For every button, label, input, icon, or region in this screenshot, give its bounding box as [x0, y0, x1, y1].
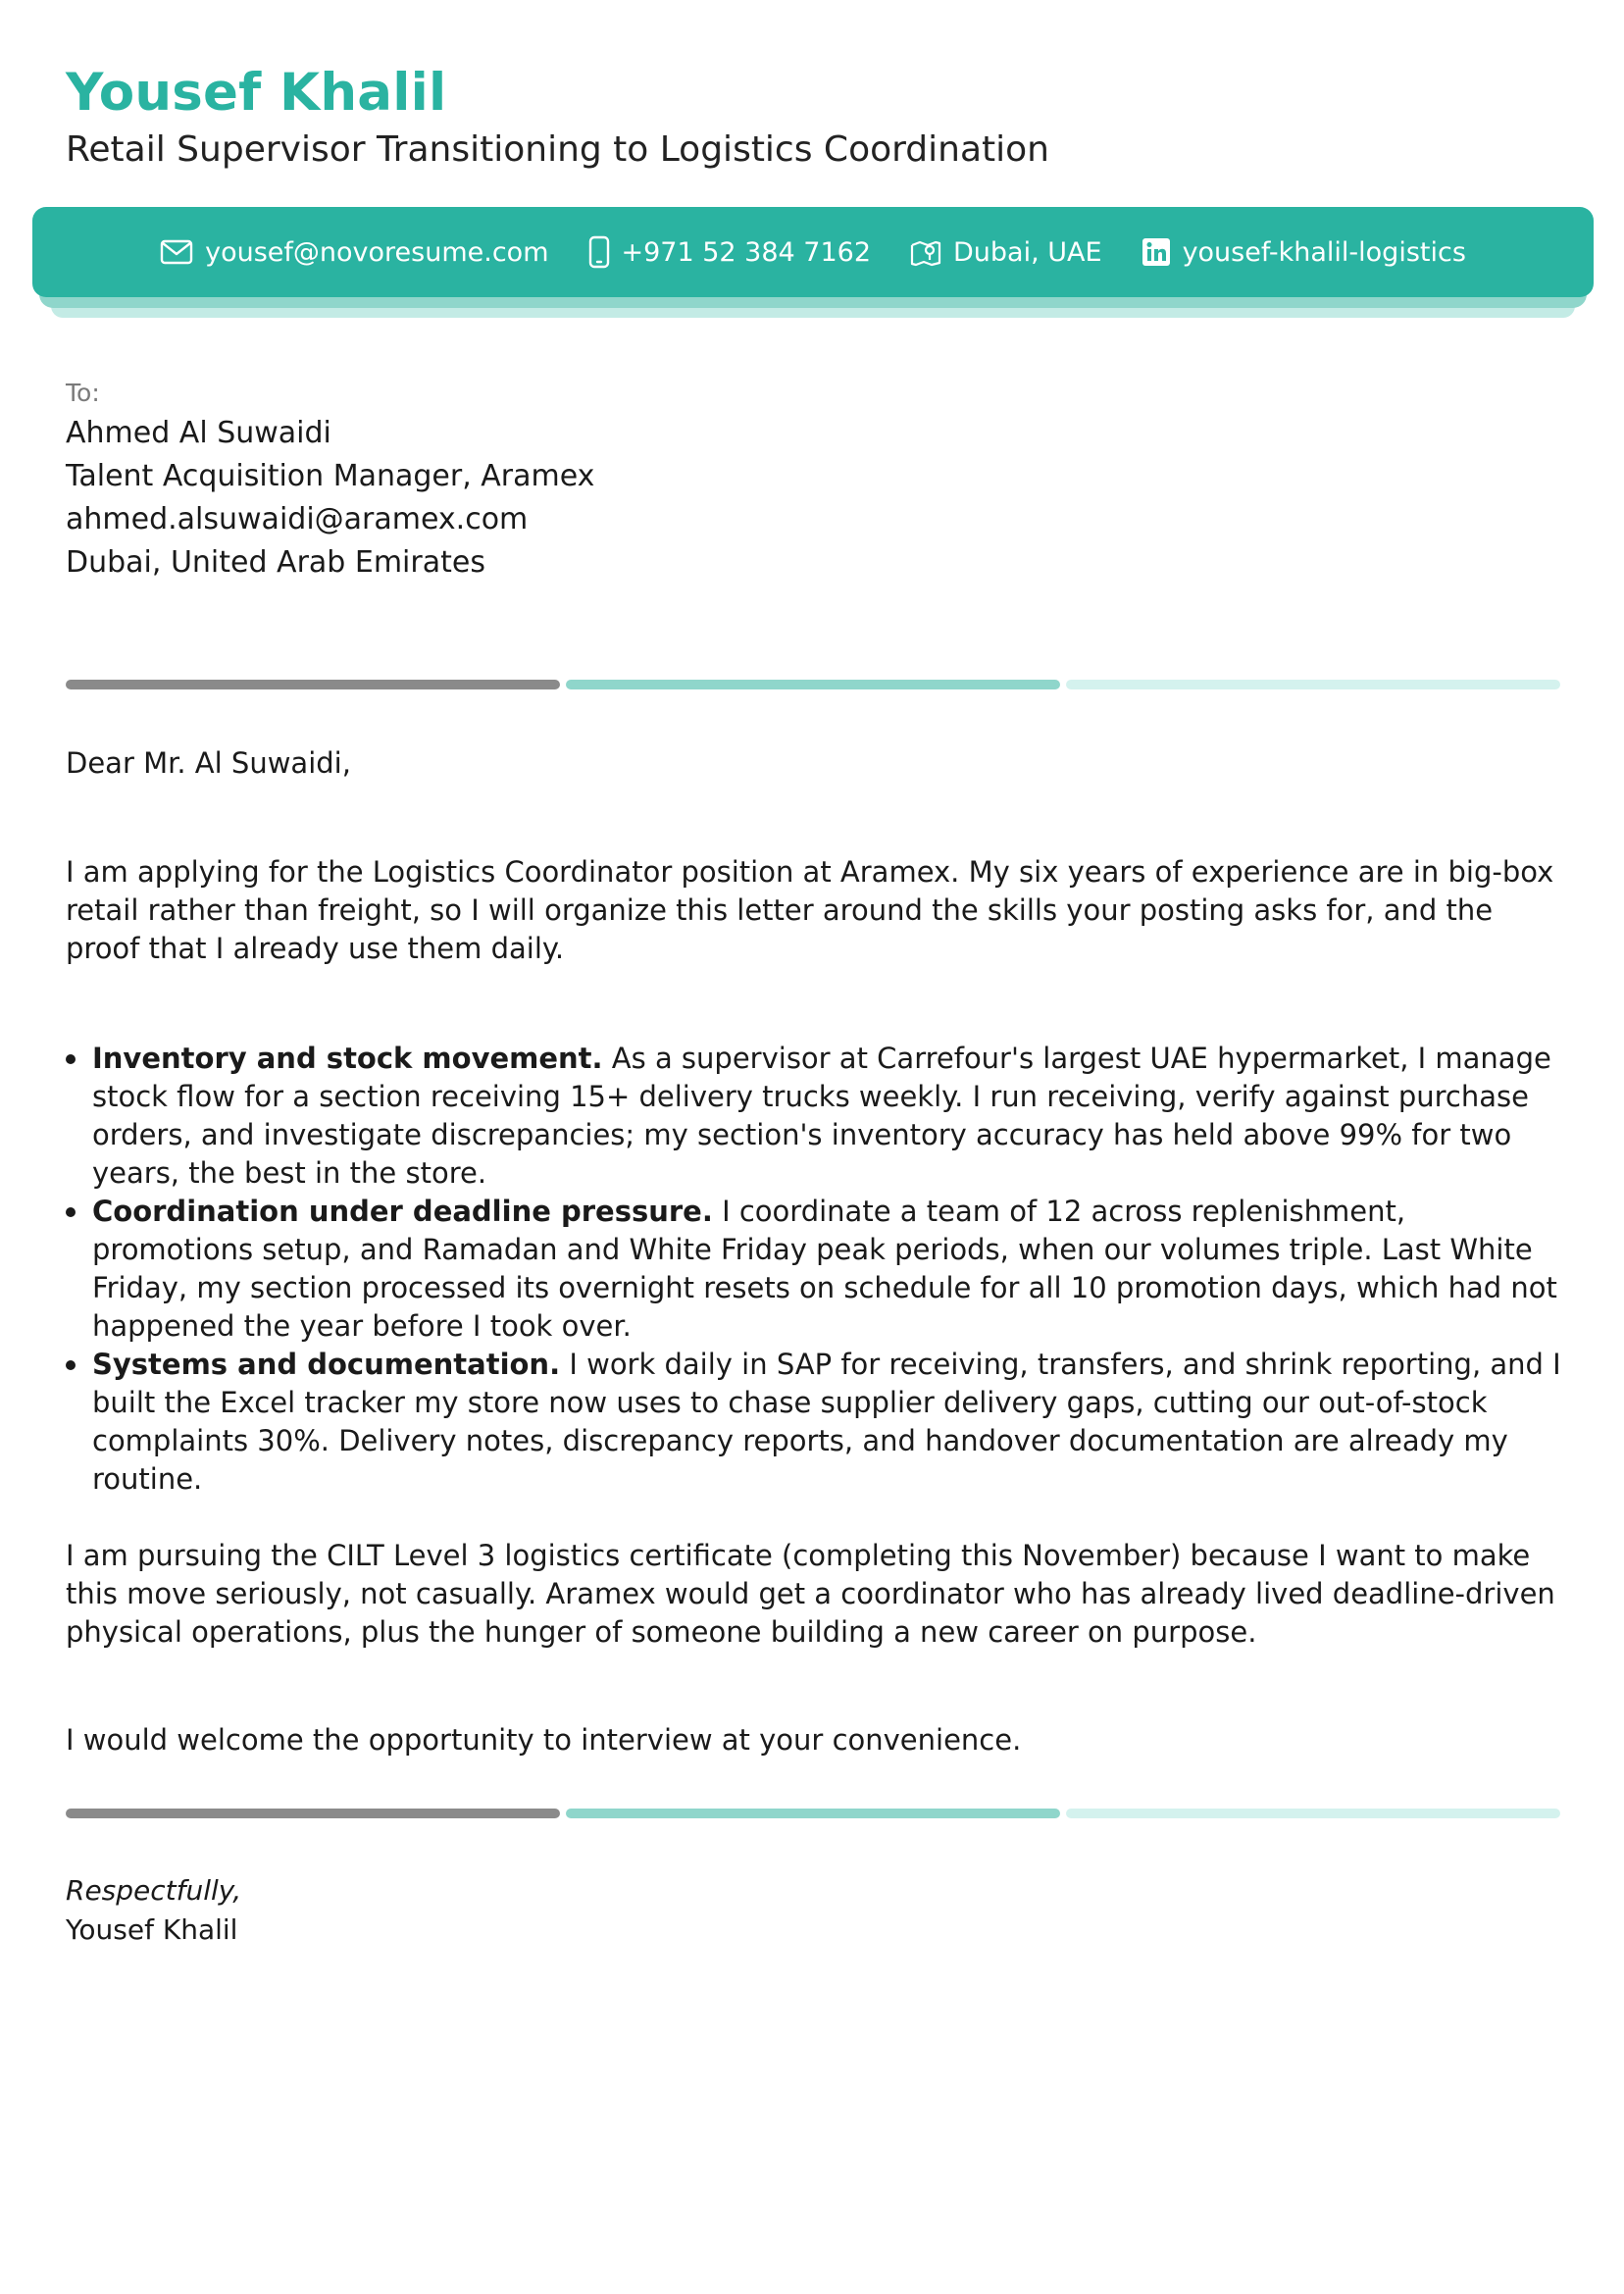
letter-intro-paragraph: I am applying for the Logistics Coordinator position at Aramex. My six years of experience are in big-box retail rather than freight, so I will organize this letter around the skills your posting asks for, and the proof that I already use them daily.: [66, 855, 1554, 965]
signature-name: Yousef Khalil: [66, 1913, 238, 1946]
sign-off: Respectfully,: [66, 1874, 242, 1907]
map-pin-icon: [910, 237, 941, 267]
contact-location: [910, 237, 1102, 268]
contact-linkedin[interactable]: [1142, 237, 1466, 268]
contact-phone-text: +971 52 384 7162: [621, 236, 872, 268]
contact-location-text: Dubai, UAE: [953, 236, 1102, 268]
contact-email-text: yousef@novoresume.com: [205, 236, 549, 268]
contact-email[interactable]: [160, 237, 548, 268]
contact-linkedin-text: yousef-khalil-logistics: [1182, 236, 1466, 268]
divider-segment-teal: [566, 680, 1060, 689]
section-divider-top: [66, 680, 1560, 689]
recipient-to-label: To:: [66, 379, 100, 407]
mobile-phone-icon: [588, 235, 610, 269]
contact-phone[interactable]: [588, 235, 872, 269]
bullet-text: As a supervisor at Carrefour's largest UAE hypermarket, I manage stock flow for a section receiving 15+ delivery trucks weekly. I run receiving, verify against purchase orders, and investigate discrepancies; my section's inventory accuracy has held above 99% for two years, the best in the store.: [92, 1042, 1551, 1190]
letter-greeting: Dear Mr. Al Suwaidi,: [66, 746, 351, 780]
applicant-headline: Retail Supervisor Transitioning to Logistics Coordination: [66, 129, 1049, 170]
bullet-text: I coordinate a team of 12 across replenishment, promotions setup, and Ramadan and White Friday peak periods, when our volumes triple. Last White Friday, my section processed its overnight resets on schedule for all 10 promotion days, which had not happened the year before I took over.: [92, 1195, 1557, 1343]
divider-segment-grey: [66, 1809, 560, 1818]
bullet-heading: Coordination under deadline pressure.: [92, 1195, 713, 1228]
envelope-icon: [160, 239, 193, 265]
recipient-title: Talent Acquisition Manager, Aramex: [66, 459, 595, 493]
letter-closing-line: I would welcome the opportunity to interview at your convenience.: [66, 1723, 1022, 1757]
recipient-name: Ahmed Al Suwaidi: [66, 416, 331, 450]
list-item: [66, 1040, 1566, 1193]
recipient-block: [66, 412, 594, 585]
list-item: [66, 1346, 1566, 1499]
divider-segment-light-teal: [1066, 680, 1560, 689]
section-divider-bottom: [66, 1809, 1560, 1818]
bullet-heading: Inventory and stock movement.: [92, 1042, 603, 1075]
recipient-email: ahmed.alsuwaidi@aramex.com: [66, 502, 529, 536]
skills-bullet-list: [66, 1040, 1566, 1499]
recipient-location: Dubai, United Arab Emirates: [66, 545, 485, 580]
bullet-heading: Systems and documentation.: [92, 1348, 561, 1381]
linkedin-icon: [1142, 237, 1171, 267]
bullet-text: I work daily in SAP for receiving, transfers, and shrink reporting, and I built the Excel tracker my store now uses to chase supplier delivery gaps, cutting our out-of-stock complaints 30%. Delivery notes, discrepancy reports, and handover documentation are already my routine.: [92, 1348, 1561, 1496]
divider-segment-teal: [566, 1809, 1060, 1818]
letter-second-paragraph: I am pursuing the CILT Level 3 logistics certificate (completing this November) because I want to make this move seriously, not casually. Aramex would get a coordinator who has already lived deadline-driven physical operations, plus the hunger of someone building a new career on purpose.: [66, 1539, 1555, 1649]
divider-segment-light-teal: [1066, 1809, 1560, 1818]
contact-band: [32, 207, 1594, 297]
divider-segment-grey: [66, 680, 560, 689]
list-item: [66, 1193, 1566, 1346]
applicant-name: Yousef Khalil: [66, 63, 447, 123]
